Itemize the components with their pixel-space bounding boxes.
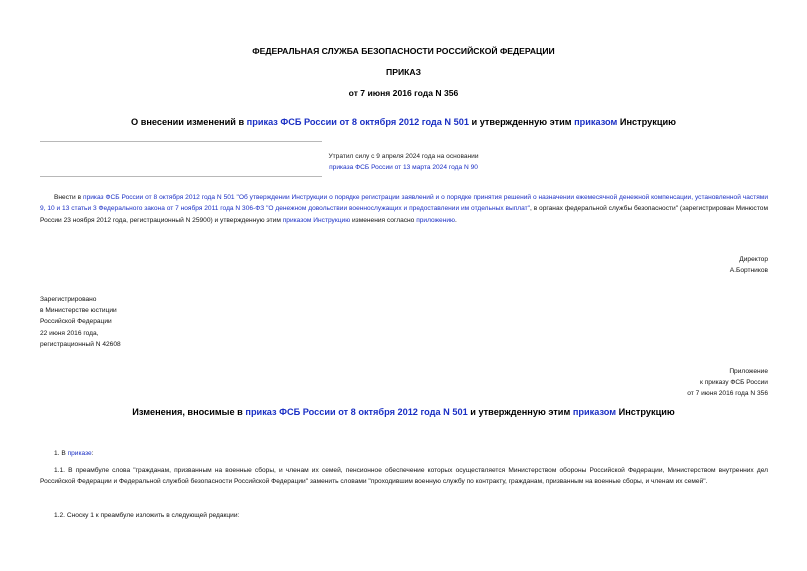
p1-link-appendix[interactable]: приложению	[416, 216, 455, 224]
item-1-2: 1.2. Сноску 1 к преамбуле изложить в следующей редакции:	[54, 512, 240, 519]
p1-text-d: изменения согласно	[350, 216, 417, 224]
doc-title	[0, 117, 807, 127]
registration-line: в Министерстве юстиции	[40, 307, 117, 315]
p1-link-instruction[interactable]: Инструкцию	[313, 216, 351, 224]
status-note-line2	[0, 164, 807, 171]
item-1-link[interactable]: приказе	[67, 450, 92, 457]
main-paragraph	[40, 192, 768, 226]
registration-line: 22 июня 2016 года,	[40, 329, 99, 337]
title-suffix: Инструкцию	[617, 117, 676, 127]
divider-bottom	[40, 176, 322, 177]
doc-type: ПРИКАЗ	[386, 67, 421, 77]
appendix-title-prefix: Изменения, вносимые в	[132, 407, 246, 417]
appendix-title-suffix: Инструкцию	[616, 407, 675, 417]
title-link-order-501[interactable]: приказ ФСБ России от 8 октября 2012 года N 501	[246, 117, 469, 127]
divider-top	[40, 141, 322, 142]
item-1-prefix: 1. В	[54, 450, 68, 457]
appendix-header	[687, 366, 768, 400]
item-1-1: 1.1. В преамбуле слова "гражданам, призванным на военные сборы, и членам их семей, пенсионное обеспечение которых осуществляется Министерством обороны Российской Федерации, Министерством внутренних дел Российской Федерации и Федеральной службой безопасности Российской Федерации" заменить словами "проходившим военную службу по контракту, гражданам, призванным на военные сборы, и членам их семей".	[40, 467, 768, 486]
signature-position: Директор	[739, 256, 768, 263]
registration-line: Зарегистрировано	[40, 296, 97, 303]
appendix-title-middle: и утвержденную этим	[467, 407, 573, 417]
title-link-order[interactable]: приказом	[574, 117, 618, 127]
p1-link-order[interactable]: приказом	[282, 216, 312, 224]
p1-text-b: , в органах федеральной службы безопасности" (зарегистрирован Минюстом России 23 ноября 2012 года, регистрационный N 25900) и утвержденную этим	[40, 205, 768, 224]
item-1	[40, 448, 768, 459]
status-note-line1: Утратил силу с 9 апреля 2024 года на основании	[328, 153, 479, 160]
registration-line: регистрационный N 42608	[40, 340, 121, 348]
p1-text-e: .	[454, 216, 457, 224]
status-note-link[interactable]: приказа ФСБ России от 13 марта 2024 года N 90	[329, 164, 478, 171]
title-middle: и утвержденную этим	[468, 117, 575, 127]
signature-block	[730, 254, 768, 276]
appendix-title	[0, 407, 807, 417]
signature-name: А.Бортников	[729, 267, 768, 275]
item-1-suffix: :	[91, 450, 94, 457]
agency-name: ФЕДЕРАЛЬНАЯ СЛУЖБА БЕЗОПАСНОСТИ РОССИЙСКОЙ ФЕДЕРАЦИИ	[252, 46, 555, 56]
p1-text-a: Внести в	[54, 194, 84, 201]
registration-block	[40, 294, 121, 350]
appendix-line: Приложение	[729, 368, 768, 375]
registration-line: Российской Федерации	[40, 318, 112, 326]
appendix-title-link-order-501[interactable]: приказ ФСБ России от 8 октября 2012 года N 501	[245, 407, 468, 417]
appendix-line: от 7 июня 2016 года N 356	[687, 390, 768, 398]
p1-link-order-501[interactable]: приказ ФСБ России от 8 октября 2012 года N 501 "Об утверждении Инструкции о порядке регистрации заявлений и о порядке принятия решений о назначении ежемесячной денежной компенсации, установленной частями 9, 10 и 13 статьи 3 Федерального закона от 7 ноября 2011 года N 306-ФЗ "О денежном довольствии военнослужащих и предоставлении им отдельных выплат"	[40, 194, 768, 213]
appendix-title-link-order[interactable]: приказом	[572, 407, 617, 417]
title-prefix: О внесении изменений в	[131, 117, 247, 127]
doc-date-number: от 7 июня 2016 года N 356	[348, 88, 459, 98]
appendix-line: к приказу ФСБ России	[699, 379, 768, 387]
